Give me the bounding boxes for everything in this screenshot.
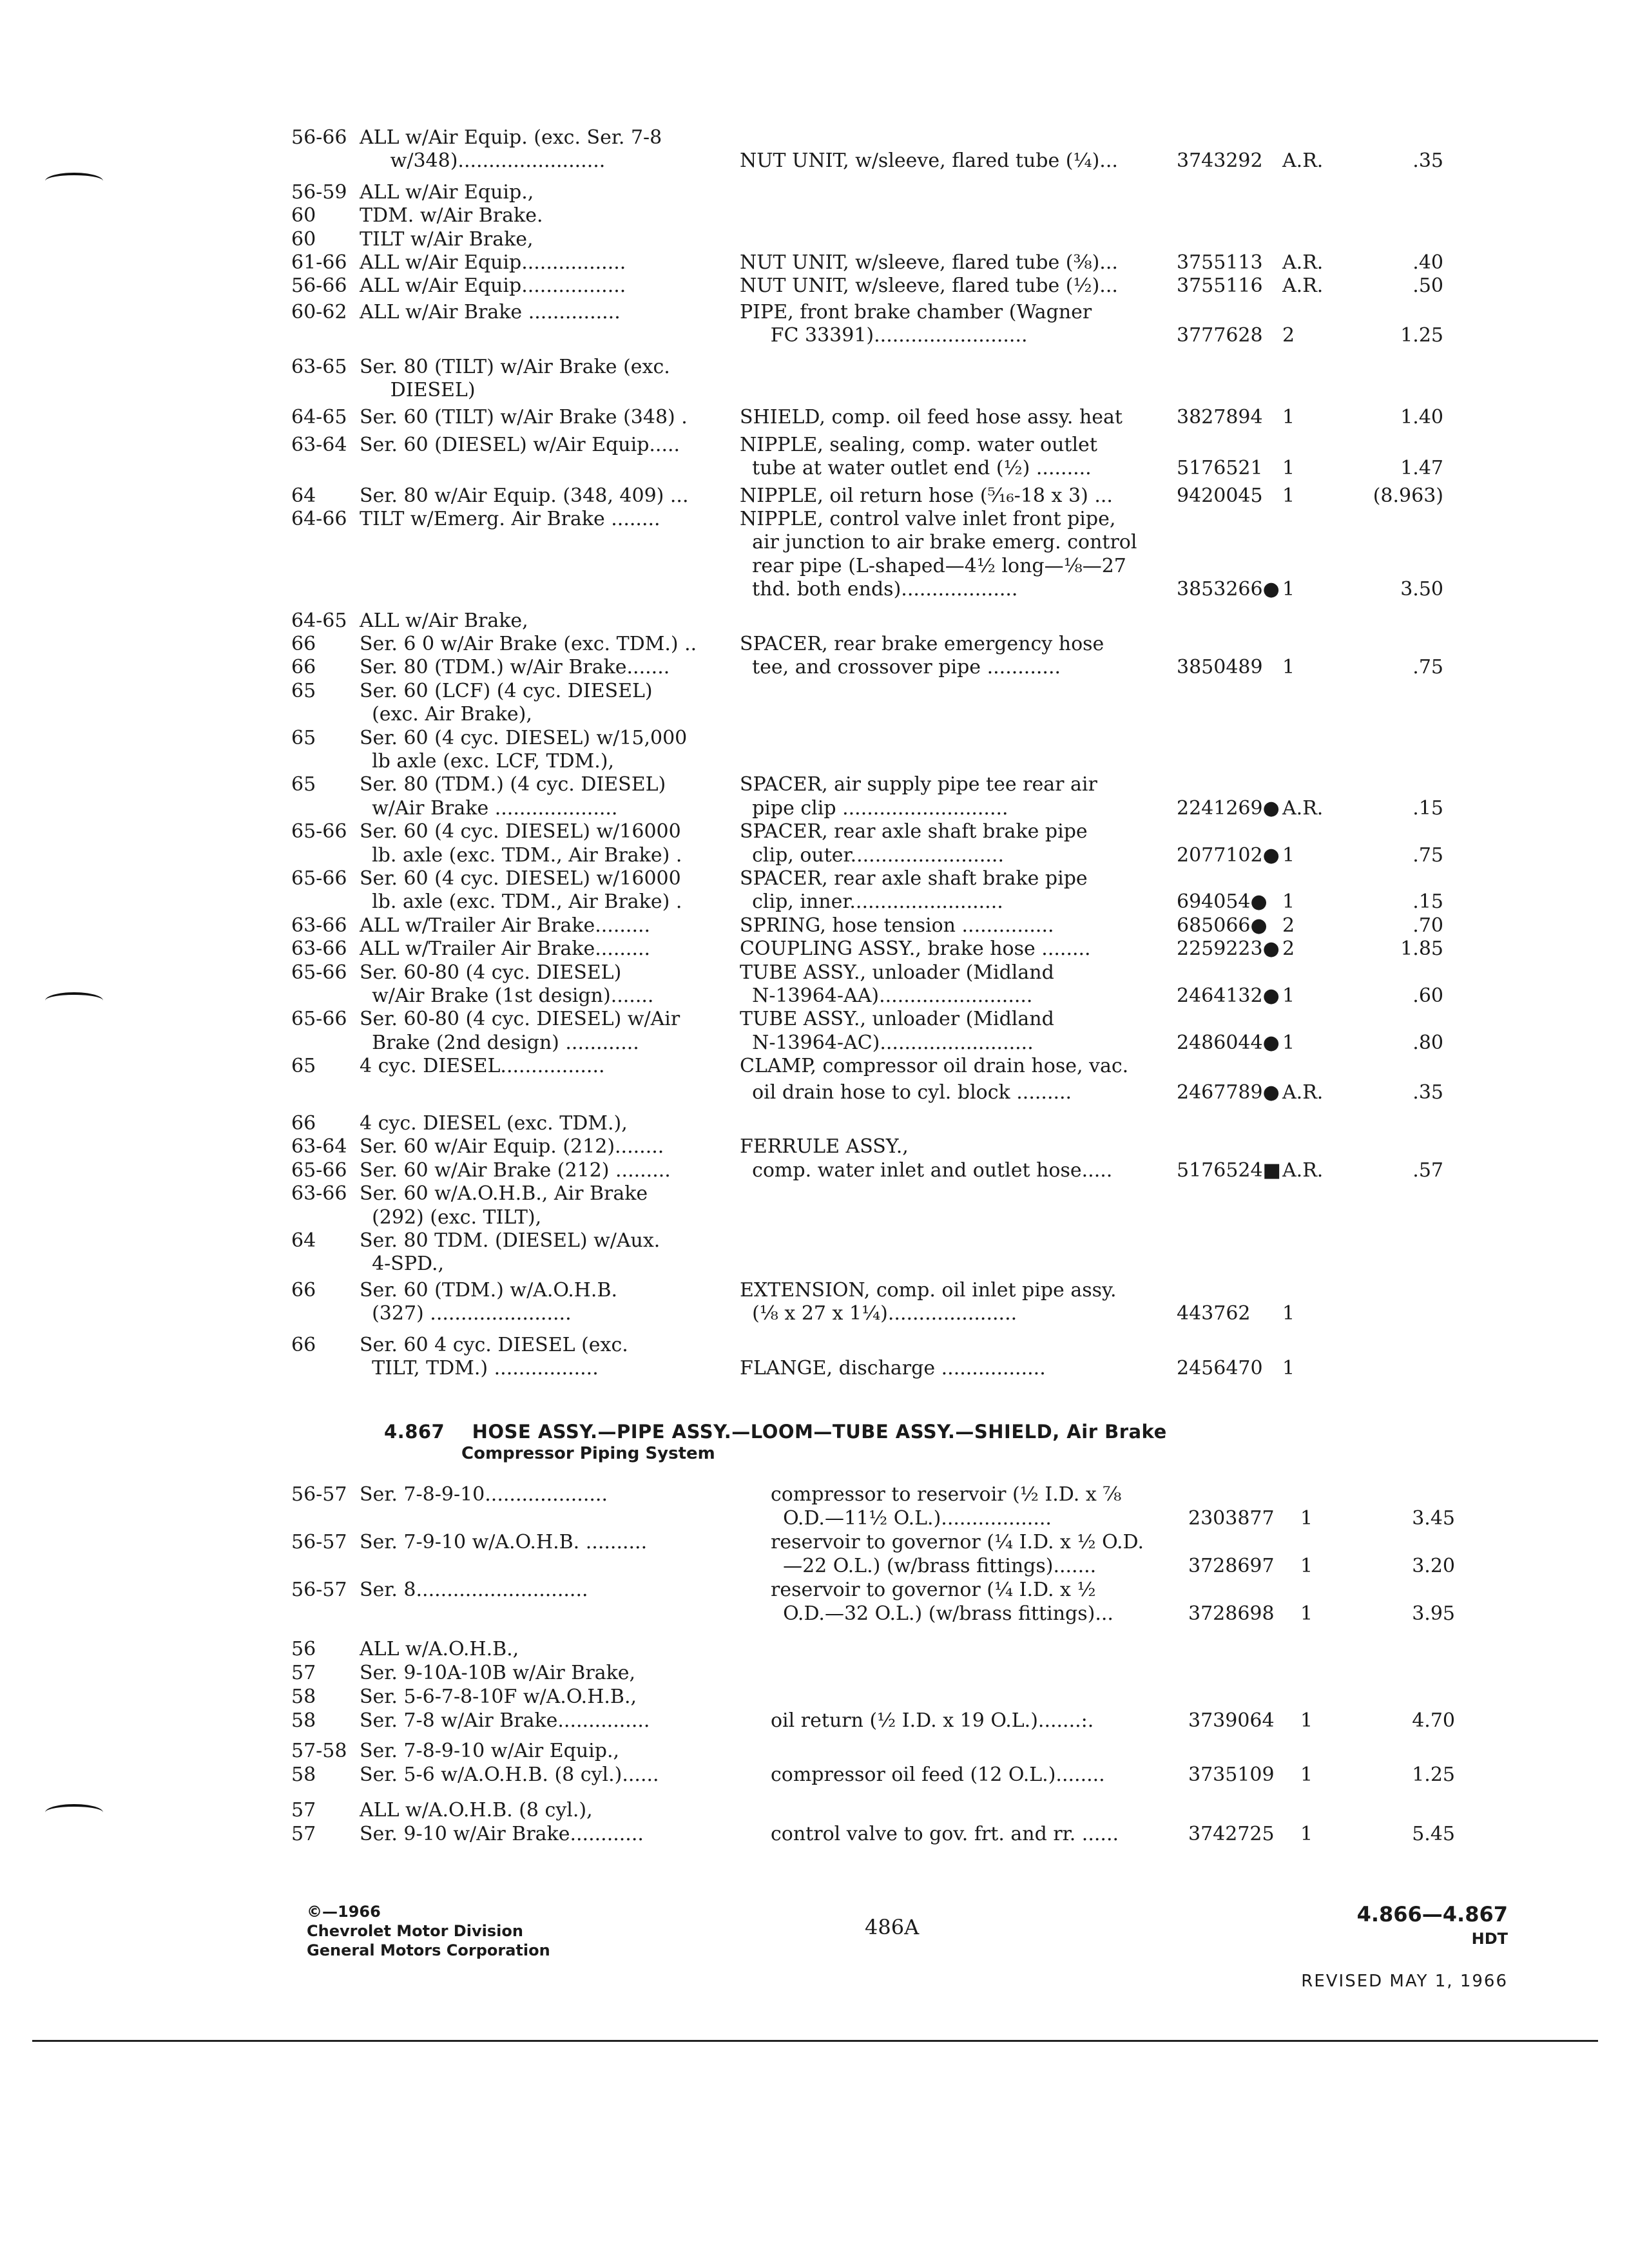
price-cell: 1.40 bbox=[1400, 406, 1443, 429]
model-cell: Ser. 7-8-9-10.................... bbox=[360, 1483, 608, 1506]
quantity-cell: 1 bbox=[1282, 484, 1295, 507]
part-number-cell: 3739064 bbox=[1188, 1709, 1275, 1732]
model-cell: ALL w/A.O.H.B. (8 cyl.), bbox=[360, 1799, 593, 1821]
year-cell: 57 bbox=[291, 1799, 316, 1821]
description-cell: thd. both ends)................... bbox=[740, 578, 1018, 601]
model-cell: lb. axle (exc. TDM., Air Brake) . bbox=[360, 890, 682, 914]
year-cell: 58 bbox=[291, 1686, 316, 1708]
price-cell: .35 bbox=[1412, 1081, 1443, 1104]
corporation-name: General Motors Corporation bbox=[307, 1941, 550, 1959]
year-cell: 64 bbox=[291, 484, 316, 507]
part-number-cell: 2486044● bbox=[1177, 1031, 1280, 1054]
quantity-cell: A.R. bbox=[1282, 251, 1324, 274]
model-cell: Ser. 60 (TDM.) w/A.O.H.B. bbox=[360, 1278, 618, 1302]
part-number-cell: 3755116 bbox=[1177, 274, 1263, 298]
year-cell: 66 bbox=[291, 633, 316, 655]
part-number-cell: 2464132● bbox=[1177, 985, 1280, 1007]
year-cell: 60 bbox=[291, 204, 316, 227]
description-cell: NIPPLE, sealing, comp. water outlet bbox=[740, 433, 1097, 456]
part-number-cell: 3755113 bbox=[1177, 251, 1263, 274]
revised-date: REVISED MAY 1, 1966 bbox=[1301, 1972, 1508, 1991]
description-cell: tube at water outlet end (½) ......... bbox=[740, 457, 1092, 480]
price-cell: 1.85 bbox=[1400, 937, 1443, 961]
model-cell: TILT w/Emerg. Air Brake ........ bbox=[360, 508, 660, 530]
year-cell: 56-66 bbox=[291, 126, 347, 149]
quantity-cell: 1 bbox=[1282, 457, 1295, 480]
part-number-cell: 685066● bbox=[1177, 914, 1268, 937]
description-cell: TUBE ASSY., unloader (Midland bbox=[740, 961, 1054, 984]
price-cell: 3.45 bbox=[1412, 1507, 1455, 1530]
model-cell: Ser. 5-6 w/A.O.H.B. (8 cyl.)...... bbox=[360, 1763, 659, 1786]
description-cell: EXTENSION, comp. oil inlet pipe assy. bbox=[740, 1278, 1117, 1302]
description-cell: NUT UNIT, w/sleeve, flared tube (½)... bbox=[740, 274, 1124, 298]
model-cell: Ser. 6 0 w/Air Brake (exc. TDM.) .. bbox=[360, 633, 697, 655]
model-cell: Brake (2nd design) ............ bbox=[360, 1031, 639, 1054]
description-cell: CLAMP, compressor oil drain hose, vac. bbox=[740, 1055, 1129, 1078]
model-cell: w/348)........................ bbox=[360, 149, 606, 173]
year-cell: 57 bbox=[291, 1662, 316, 1684]
model-cell: Ser. 60-80 (4 cyc. DIESEL) w/Air bbox=[360, 1008, 680, 1031]
bottom-rule bbox=[32, 2040, 1598, 2042]
model-cell: Ser. 60 w/Air Brake (212) ......... bbox=[360, 1158, 671, 1182]
description-cell: reservoir to governor (¼ I.D. x ½ O.D. bbox=[771, 1531, 1144, 1553]
year-cell: 64-65 bbox=[291, 406, 347, 429]
year-cell: 58 bbox=[291, 1763, 316, 1786]
description-cell: NUT UNIT, w/sleeve, flared tube (⅜)... bbox=[740, 251, 1124, 274]
description-cell: SPACER, rear axle shaft brake pipe bbox=[740, 867, 1088, 890]
model-cell: 4 cyc. DIESEL (exc. TDM.), bbox=[360, 1112, 628, 1135]
model-cell: (327) ....................... bbox=[360, 1302, 572, 1325]
price-cell: 4.70 bbox=[1412, 1709, 1455, 1732]
price-cell: .15 bbox=[1412, 796, 1443, 820]
price-cell: 3.50 bbox=[1400, 578, 1443, 601]
model-cell: 4 cyc. DIESEL................. bbox=[360, 1055, 605, 1078]
part-number-cell: 3728698 bbox=[1188, 1602, 1275, 1625]
year-cell: 64-65 bbox=[291, 609, 347, 632]
part-number-cell: 5176521 bbox=[1177, 457, 1263, 480]
part-number-cell: 3777628 bbox=[1177, 324, 1263, 347]
year-cell: 66 bbox=[291, 1278, 316, 1302]
year-cell: 57 bbox=[291, 1823, 316, 1845]
part-number-cell: 2259223● bbox=[1177, 937, 1280, 961]
price-cell: .35 bbox=[1412, 149, 1443, 173]
year-cell: 63-65 bbox=[291, 355, 347, 378]
quantity-cell: A.R. bbox=[1282, 274, 1324, 298]
description-cell: O.D.—32 O.L.) (w/brass fittings)... bbox=[771, 1602, 1113, 1625]
model-cell: (292) (exc. TILT), bbox=[360, 1206, 542, 1229]
part-number-cell: 443762 bbox=[1177, 1302, 1251, 1325]
part-number-cell: 3853266● bbox=[1177, 578, 1280, 601]
part-number-cell: 2303877 bbox=[1188, 1507, 1275, 1530]
description-cell: TUBE ASSY., unloader (Midland bbox=[740, 1008, 1054, 1031]
quantity-cell: A.R. bbox=[1282, 1081, 1324, 1104]
description-cell: clip, outer......................... bbox=[740, 843, 1004, 867]
description-cell: SPACER, rear brake emergency hose bbox=[740, 633, 1104, 655]
quantity-cell: 2 bbox=[1282, 324, 1295, 347]
price-cell: .80 bbox=[1412, 1031, 1443, 1054]
model-cell: ALL w/Air Brake ............... bbox=[360, 300, 621, 323]
quantity-cell: 1 bbox=[1282, 406, 1295, 429]
model-cell: (exc. Air Brake), bbox=[360, 703, 532, 726]
part-number-cell: 2467789● bbox=[1177, 1081, 1280, 1104]
model-cell: Ser. 60 (4 cyc. DIESEL) w/15,000 bbox=[360, 726, 688, 749]
year-cell: 66 bbox=[291, 1333, 316, 1356]
year-cell: 65-66 bbox=[291, 1158, 347, 1182]
section-number: 4.867 bbox=[384, 1421, 445, 1443]
price-cell: .40 bbox=[1412, 251, 1443, 274]
year-cell: 60 bbox=[291, 227, 316, 251]
description-cell: —22 O.L.) (w/brass fittings)....... bbox=[771, 1555, 1097, 1577]
description-cell: compressor oil feed (12 O.L.)........ bbox=[771, 1763, 1105, 1786]
model-cell: Ser. 60 (4 cyc. DIESEL) w/16000 bbox=[360, 820, 681, 843]
quantity-cell: 1 bbox=[1300, 1709, 1313, 1732]
quantity-cell: 1 bbox=[1282, 1302, 1295, 1325]
description-cell: (⅛ x 27 x 1¼)..................... bbox=[740, 1302, 1017, 1325]
description-cell: reservoir to governor (¼ I.D. x ½ bbox=[771, 1579, 1096, 1601]
price-cell: .60 bbox=[1412, 985, 1443, 1007]
part-number-cell: 3827894 bbox=[1177, 406, 1263, 429]
part-number-cell: 2077102● bbox=[1177, 843, 1280, 867]
price-cell: 5.45 bbox=[1412, 1823, 1455, 1845]
model-cell: ALL w/Air Equip................. bbox=[360, 251, 626, 274]
year-cell: 65-66 bbox=[291, 820, 347, 843]
description-cell: compressor to reservoir (½ I.D. x ⅞ bbox=[771, 1483, 1122, 1506]
model-cell: ALL w/A.O.H.B., bbox=[360, 1638, 519, 1660]
quantity-cell: A.R. bbox=[1282, 796, 1324, 820]
model-code: HDT bbox=[1471, 1930, 1508, 1948]
division-name: Chevrolet Motor Division bbox=[307, 1922, 523, 1940]
price-cell: 1.47 bbox=[1400, 457, 1443, 480]
copyright: ©—1966 bbox=[307, 1903, 381, 1921]
year-cell: 65 bbox=[291, 1055, 316, 1078]
page-number: 486A bbox=[865, 1915, 920, 1939]
year-cell: 63-66 bbox=[291, 914, 347, 937]
model-cell: Ser. 60 w/A.O.H.B., Air Brake bbox=[360, 1182, 648, 1206]
year-cell: 56-57 bbox=[291, 1579, 347, 1601]
quantity-cell: 1 bbox=[1282, 843, 1295, 867]
year-cell: 66 bbox=[291, 1112, 316, 1135]
year-cell: 65 bbox=[291, 773, 316, 796]
model-cell: w/Air Brake .................... bbox=[360, 796, 618, 820]
price-cell: .70 bbox=[1412, 914, 1443, 937]
section-range-block bbox=[1289, 1902, 1508, 1951]
description-cell: N-13964-AC)......................... bbox=[740, 1031, 1034, 1054]
price-cell: .50 bbox=[1412, 274, 1443, 298]
description-cell: clip, inner......................... bbox=[740, 890, 1003, 914]
model-cell: TILT w/Air Brake, bbox=[360, 227, 534, 251]
quantity-cell: 1 bbox=[1282, 578, 1295, 601]
binder-hole-mark bbox=[45, 992, 103, 1009]
year-cell: 56-57 bbox=[291, 1483, 347, 1506]
year-cell: 65-66 bbox=[291, 961, 347, 984]
quantity-cell: 1 bbox=[1282, 1031, 1295, 1054]
price-cell: .15 bbox=[1412, 890, 1443, 914]
description-cell: SHIELD, comp. oil feed hose assy. heat bbox=[740, 406, 1123, 429]
description-cell: SPACER, air supply pipe tee rear air bbox=[740, 773, 1097, 796]
quantity-cell: 2 bbox=[1282, 937, 1295, 961]
model-cell: Ser. 9-10 w/Air Brake............ bbox=[360, 1823, 644, 1845]
description-cell: air junction to air brake emerg. control bbox=[740, 531, 1137, 554]
description-cell: SPRING, hose tension ............... bbox=[740, 914, 1054, 937]
year-cell: 63-64 bbox=[291, 433, 347, 456]
year-cell: 60-62 bbox=[291, 300, 347, 323]
quantity-cell: A.R. bbox=[1282, 149, 1324, 173]
description-cell: NUT UNIT, w/sleeve, flared tube (¼)... bbox=[740, 149, 1124, 173]
description-cell: comp. water inlet and outlet hose..... bbox=[740, 1158, 1113, 1182]
model-cell: Ser. 7-8 w/Air Brake............... bbox=[360, 1709, 650, 1732]
description-cell: O.D.—11½ O.L.).................. bbox=[771, 1507, 1052, 1530]
model-cell: Ser. 7-9-10 w/A.O.H.B. .......... bbox=[360, 1531, 648, 1553]
part-number-cell: 3728697 bbox=[1188, 1555, 1275, 1577]
model-cell: lb. axle (exc. TDM., Air Brake) . bbox=[360, 843, 682, 867]
quantity-cell: 2 bbox=[1282, 914, 1295, 937]
price-cell: 3.20 bbox=[1412, 1555, 1455, 1577]
quantity-cell: 1 bbox=[1300, 1602, 1313, 1625]
year-cell: 63-66 bbox=[291, 1182, 347, 1206]
year-cell: 61-66 bbox=[291, 251, 347, 274]
model-cell: Ser. 7-8-9-10 w/Air Equip., bbox=[360, 1740, 620, 1762]
model-cell: ALL w/Air Equip................. bbox=[360, 274, 626, 298]
model-cell: Ser. 80 (TDM.) (4 cyc. DIESEL) bbox=[360, 773, 666, 796]
model-cell: ALL w/Air Brake, bbox=[360, 609, 528, 632]
quantity-cell: 1 bbox=[1300, 1507, 1313, 1530]
model-cell: 4-SPD., bbox=[360, 1253, 445, 1276]
part-number-cell: 2456470 bbox=[1177, 1357, 1263, 1379]
quantity-cell: 1 bbox=[1300, 1555, 1313, 1577]
year-cell: 63-66 bbox=[291, 937, 347, 961]
price-cell: 3.95 bbox=[1412, 1602, 1455, 1625]
description-cell: tee, and crossover pipe ............ bbox=[740, 656, 1061, 679]
model-cell: Ser. 60 (DIESEL) w/Air Equip..... bbox=[360, 433, 680, 456]
year-cell: 65-66 bbox=[291, 867, 347, 890]
model-cell: Ser. 60 (4 cyc. DIESEL) w/16000 bbox=[360, 867, 681, 890]
model-cell: Ser. 5-6-7-8-10F w/A.O.H.B., bbox=[360, 1686, 637, 1708]
description-cell: pipe clip ........................... bbox=[740, 796, 1008, 820]
part-number-cell: 9420045 bbox=[1177, 484, 1263, 507]
year-cell: 65 bbox=[291, 679, 316, 702]
year-cell: 56-59 bbox=[291, 180, 347, 204]
year-cell: 65-66 bbox=[291, 1008, 347, 1031]
model-cell: Ser. 80 (TDM.) w/Air Brake....... bbox=[360, 656, 670, 679]
quantity-cell: A.R. bbox=[1282, 1158, 1324, 1182]
section-title: HOSE ASSY.—PIPE ASSY.—LOOM—TUBE ASSY.—SHIELD, Air Brake bbox=[472, 1421, 1167, 1443]
model-cell: ALL w/Air Equip. (exc. Ser. 7-8 bbox=[360, 126, 662, 149]
model-cell: Ser. 9-10A-10B w/Air Brake, bbox=[360, 1662, 636, 1684]
model-cell: ALL w/Trailer Air Brake......... bbox=[360, 914, 651, 937]
binder-hole-mark bbox=[45, 1804, 103, 1821]
year-cell: 56 bbox=[291, 1638, 316, 1660]
year-cell: 65 bbox=[291, 726, 316, 749]
model-cell: lb axle (exc. LCF, TDM.), bbox=[360, 750, 614, 773]
price-cell: (8.963) bbox=[1373, 484, 1443, 507]
description-cell: PIPE, front brake chamber (Wagner bbox=[740, 300, 1092, 323]
description-cell: NIPPLE, control valve inlet front pipe, bbox=[740, 508, 1116, 530]
part-number-cell: 5176524■ bbox=[1177, 1158, 1281, 1182]
model-cell: w/Air Brake (1st design)....... bbox=[360, 985, 654, 1007]
part-number-cell: 3743292 bbox=[1177, 149, 1263, 173]
description-cell: N-13964-AA)......................... bbox=[740, 985, 1033, 1007]
year-cell: 63-64 bbox=[291, 1135, 347, 1158]
model-cell: TDM. w/Air Brake. bbox=[360, 204, 543, 227]
quantity-cell: 1 bbox=[1282, 890, 1295, 914]
section-subtitle: Compressor Piping System bbox=[461, 1444, 715, 1463]
description-cell: oil return (½ I.D. x 19 O.L.).......:. bbox=[771, 1709, 1094, 1732]
description-cell: FLANGE, discharge ................. bbox=[740, 1357, 1046, 1379]
price-cell: 1.25 bbox=[1412, 1763, 1455, 1786]
year-cell: 64-66 bbox=[291, 508, 347, 530]
year-cell: 57-58 bbox=[291, 1740, 347, 1762]
description-cell: NIPPLE, oil return hose (⁵⁄₁₆-18 x 3) ... bbox=[740, 484, 1113, 507]
model-cell: TILT, TDM.) ................. bbox=[360, 1357, 599, 1379]
model-cell: Ser. 80 w/Air Equip. (348, 409) ... bbox=[360, 484, 689, 507]
part-number-cell: 2241269● bbox=[1177, 796, 1280, 820]
model-cell: Ser. 60 w/Air Equip. (212)........ bbox=[360, 1135, 664, 1158]
price-cell: .75 bbox=[1412, 843, 1443, 867]
price-cell: 1.25 bbox=[1400, 324, 1443, 347]
description-cell: SPACER, rear axle shaft brake pipe bbox=[740, 820, 1088, 843]
model-cell: ALL w/Trailer Air Brake......... bbox=[360, 937, 651, 961]
year-cell: 56-57 bbox=[291, 1531, 347, 1553]
description-cell: FERRULE ASSY., bbox=[740, 1135, 909, 1158]
year-cell: 56-66 bbox=[291, 274, 347, 298]
quantity-cell: 1 bbox=[1282, 656, 1295, 679]
model-cell: Ser. 8............................ bbox=[360, 1579, 588, 1601]
description-cell: COUPLING ASSY., brake hose ........ bbox=[740, 937, 1091, 961]
year-cell: 66 bbox=[291, 656, 316, 679]
part-number-cell: 694054● bbox=[1177, 890, 1268, 914]
model-cell: DIESEL) bbox=[360, 379, 476, 401]
section-heading bbox=[384, 1421, 1167, 1443]
model-cell: Ser. 80 (TILT) w/Air Brake (exc. bbox=[360, 355, 670, 378]
quantity-cell: 1 bbox=[1282, 1357, 1295, 1379]
description-cell: oil drain hose to cyl. block ......... bbox=[740, 1081, 1072, 1104]
part-number-cell: 3742725 bbox=[1188, 1823, 1275, 1845]
publisher-block bbox=[307, 1902, 550, 1960]
model-cell: Ser. 60-80 (4 cyc. DIESEL) bbox=[360, 961, 622, 984]
price-cell: .75 bbox=[1412, 656, 1443, 679]
description-cell: FC 33391)......................... bbox=[740, 324, 1028, 347]
year-cell: 58 bbox=[291, 1709, 316, 1732]
quantity-cell: 1 bbox=[1300, 1763, 1313, 1786]
price-cell: .57 bbox=[1412, 1158, 1443, 1182]
model-cell: Ser. 60 4 cyc. DIESEL (exc. bbox=[360, 1333, 628, 1356]
part-number-cell: 3735109 bbox=[1188, 1763, 1275, 1786]
quantity-cell: 1 bbox=[1282, 985, 1295, 1007]
description-cell: control valve to gov. frt. and rr. ...... bbox=[771, 1823, 1119, 1845]
part-number-cell: 3850489 bbox=[1177, 656, 1263, 679]
section-range: 4.866—4.867 bbox=[1356, 1902, 1508, 1927]
year-cell: 64 bbox=[291, 1229, 316, 1252]
description-cell: rear pipe (L-shaped—4½ long—⅛—27 bbox=[740, 554, 1126, 577]
binder-hole-mark bbox=[45, 173, 103, 189]
quantity-cell: 1 bbox=[1300, 1823, 1313, 1845]
model-cell: ALL w/Air Equip., bbox=[360, 180, 534, 204]
model-cell: Ser. 60 (TILT) w/Air Brake (348) . bbox=[360, 406, 688, 429]
model-cell: Ser. 80 TDM. (DIESEL) w/Aux. bbox=[360, 1229, 660, 1252]
model-cell: Ser. 60 (LCF) (4 cyc. DIESEL) bbox=[360, 679, 653, 702]
